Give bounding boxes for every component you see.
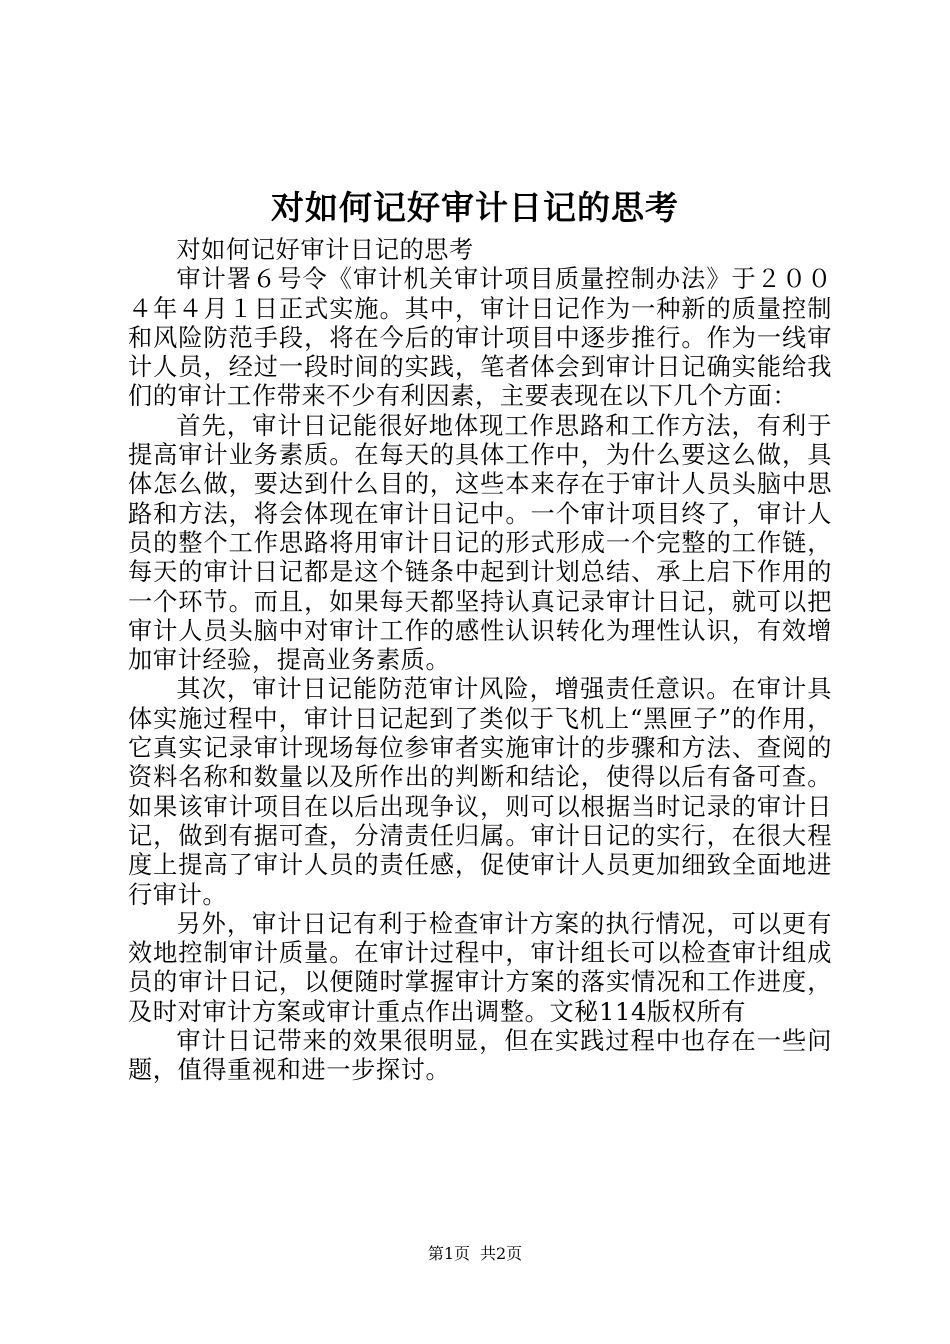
paragraph-subtitle: 对如何记好审计日记的思考 xyxy=(176,236,474,264)
paragraph-intro: 审计署６号令《审计机关审计项目质量控制办法》于２００４年４月１日正式实施。其中，审计日记作为一种新的质量控制和风险防范手段，将在今后的审计项目中逐步推行。作为一线审计人员，经过一段时间的实践，笔者体会到审计日记确实能给我们的审计工作带来不少有利因素，主要表现在以下几个方面： xyxy=(128,265,832,411)
page-footer xyxy=(0,1243,950,1265)
paragraph-third-point: 另外，审计日记有利于检查审计方案的执行情况，可以更有效地控制审计质量。在审计过程中，审计组长可以检查审计组成员的审计日记，以便随时掌握审计方案的落实情况和工作进度，及时对审计方案或审计重点作出调整。文秘114版权所有 xyxy=(128,909,832,1026)
page-number-current: 第1页 xyxy=(427,1244,470,1263)
page-number-total: 共2页 xyxy=(480,1244,523,1263)
paragraph-conclusion: 审计日记带来的效果很明显，但在实践过程中也存在一些问题，值得重视和进一步探讨。 xyxy=(128,1027,832,1085)
paragraph-first-point: 首先，审计日记能很好地体现工作思路和工作方法，有利于提高审计业务素质。在每天的具体工作中，为什么要这么做，具体怎么做，要达到什么目的，这些本来存在于审计人员头脑中思路和方法，将会体现在审计日记中。一个审计项目终了，审计人员的整个工作思路将用审计日记的形式形成一个完整的工作链，每天的审计日记都是这个链条中起到计划总结、承上启下作用的一个环节。而且，如果每天都坚持认真记录审计日记，就可以把审计人员头脑中对审计工作的感性认识转化为理性认识，有效增加审计经验，提高业务素质。 xyxy=(128,411,832,675)
document-title: 对如何记好审计日记的思考 xyxy=(271,188,679,227)
document-body xyxy=(128,236,832,1086)
paragraph-second-point: 其次，审计日记能防范审计风险，增强责任意识。在审计具体实施过程中，审计日记起到了类似于飞机上“黑匣子”的作用，它真实记录审计现场每位参审者实施审计的步骤和方法、查阅的资料名称和数量以及所作出的判断和结论，使得以后有备可查。如果该审计项目在以后出现争议，则可以根据当时记录的审计日记，做到有据可查，分清责任归属。审计日记的实行，在很大程度上提高了审计人员的责任感，促使审计人员更加细致全面地进行审计。 xyxy=(128,675,832,909)
